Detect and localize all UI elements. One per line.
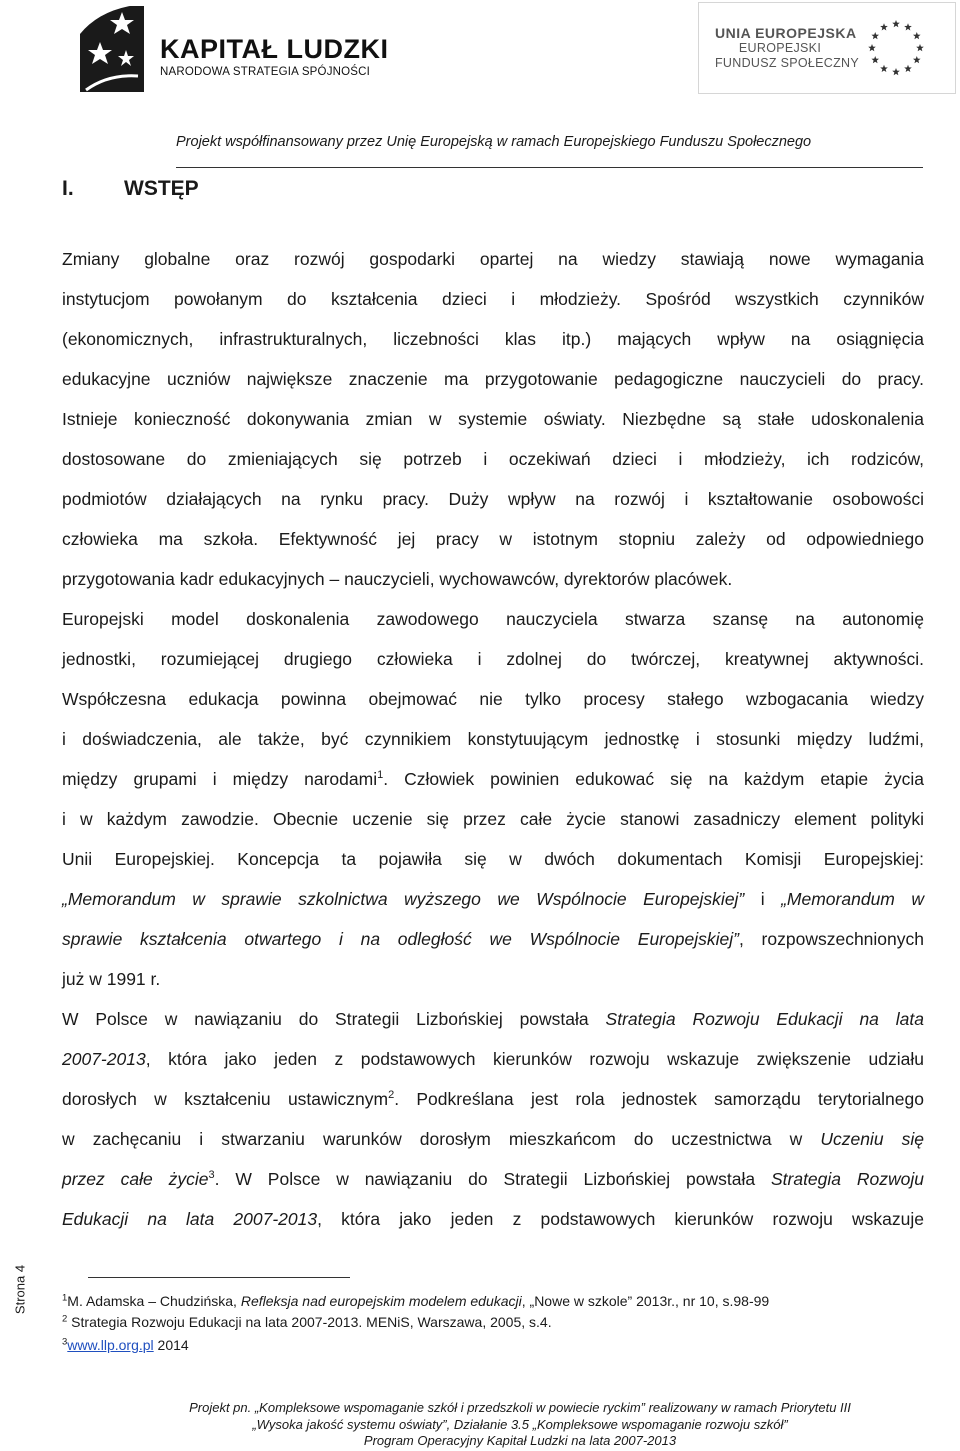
body-line-italic: „Memorandum w sprawie szkolnictwa wyższego we Wspólnocie Europejskiej” xyxy=(62,889,745,909)
body-line: i w każdym zawodzie. Obecnie uczenie się przez całe życie stanowi zasadniczy element polityki xyxy=(62,809,924,829)
eu-logo-line3: FUNDUSZ SPOŁECZNY xyxy=(715,56,860,70)
section-title: WSTĘP xyxy=(124,177,199,200)
footer-line: „Wysoka jakość systemu oświaty”, Działanie 3.5 „Kompleksowe wspomaganie rozwoju szkół” xyxy=(252,1416,788,1432)
eu-star-icon xyxy=(892,20,900,27)
body-line-italic: 2007-2013 xyxy=(62,1049,146,1069)
body-line-italic: Uczeniu się xyxy=(820,1129,924,1149)
footnote-part: , „Nowe w szkole” 2013r., nr 10, s.98-99 xyxy=(521,1293,770,1309)
eu-star-icon xyxy=(892,68,900,75)
eu-logo xyxy=(698,2,956,94)
body-line: instytucjom powołanym do kształcenia dzieci i młodzieży. Spośród wszystkich czynników xyxy=(62,289,924,309)
body-line: Istnieje konieczność dokonywania zmian w systemie oświaty. Niezbędne są stałe udoskonalenia xyxy=(62,409,924,429)
body-line: (ekonomicznych, infrastrukturalnych, liczebności klas itp.) mających wpływ na osiągnięcia xyxy=(62,329,924,349)
body-line xyxy=(62,1206,924,1232)
body-line: człowieka ma szkoła. Efektywność jej pracy w istotnym stopniu zależy od odpowiedniego xyxy=(62,529,924,549)
body-line-italic: Strategia Rozwoju xyxy=(770,1169,924,1189)
footnote-number: 1 xyxy=(62,1292,68,1304)
page-footer xyxy=(120,1400,920,1450)
footnote-ref: 2 xyxy=(388,1089,395,1102)
eu-star-icon xyxy=(916,44,924,51)
body-line-part: W Polsce w nawiązaniu do Strategii Lizbońskiej powstała xyxy=(62,1009,606,1029)
page-number-label: Strona 4 xyxy=(12,1264,28,1315)
body-line xyxy=(62,886,924,912)
body-line-italic: sprawie kształcenia otwartego i na odległość we Wspólnocie Europejskiej” xyxy=(62,929,739,949)
eu-star-icon xyxy=(904,23,912,30)
kapital-ludzki-logo xyxy=(78,4,389,96)
body-line-part: w zachęcaniu i stwarzaniu warunków dorosłym mieszkańcom do uczestnictwa w xyxy=(62,1129,821,1149)
eu-star-icon xyxy=(880,23,888,30)
body-line-part: między grupami i między narodami xyxy=(62,769,378,789)
kapital-ludzki-title: KAPITAŁ LUDZKI xyxy=(160,34,389,64)
section-number: I. xyxy=(62,177,74,200)
footnote-part: Strategia Rozwoju Edukacji na lata 2007-2013. MENiS, Warszawa, 2005, s.4. xyxy=(67,1314,552,1330)
kapital-ludzki-subtitle: NARODOWA STRATEGIA SPÓJNOŚCI xyxy=(160,66,371,78)
body-line-italic: Edukacji na lata 2007-2013 xyxy=(62,1209,318,1229)
body-line xyxy=(62,1086,924,1112)
footer-line: Program Operacyjny Kapitał Ludzki na lata 2007-2013 xyxy=(363,1433,677,1448)
footnote-italic: Refleksja nad europejskim modelem edukacji xyxy=(240,1293,522,1309)
body-line: jednostki, rozumiejącej drugiego człowieka i zdolnej do twórczej, kreatywnej aktywności. xyxy=(62,649,924,669)
kapital-ludzki-emblem-icon xyxy=(78,4,146,94)
eu-stars-icon xyxy=(863,15,929,81)
footnote-ref: 1 xyxy=(377,769,384,782)
body-line: przygotowania kadr edukacyjnych – nauczycieli, wychowawców, dyrektorów placówek. xyxy=(62,569,733,589)
body-line-part: , rozpowszechnionych xyxy=(738,929,924,949)
body-line-part: , która jako jeden z podstawowych kierunków rozwoju wskazuje zwiększenie udziału xyxy=(145,1049,924,1069)
body-line: dostosowane do zmieniających się potrzeb i oczekiwań dzieci i młodzieży, ich rodziców, xyxy=(62,449,924,469)
header-divider xyxy=(176,167,923,168)
body-line-part: . Podkreślana jest rola jednostek samorządu terytorialnego xyxy=(394,1089,924,1109)
body-line-part: . Człowiek powinien edukować się na każdym etapie życia xyxy=(383,769,924,789)
footnote-divider xyxy=(88,1277,350,1278)
footnote-link[interactable]: www.llp.org.pl xyxy=(67,1337,154,1353)
body-line: Unii Europejskiej. Koncepcja ta pojawiła się w dwóch dokumentach Komisji Europejskiej: xyxy=(62,849,924,869)
footnote-ref: 3 xyxy=(208,1169,215,1182)
eu-star-icon xyxy=(913,32,921,39)
footnote-number: 3 xyxy=(62,1336,68,1348)
eu-star-icon xyxy=(880,65,888,72)
body-line: Współczesna edukacja powinna obejmować nie tylko procesy stałego wzbogacania wiedzy xyxy=(62,689,924,709)
body-line-italic: „Memorandum w xyxy=(781,889,924,909)
section-heading xyxy=(62,177,199,201)
eu-star-icon xyxy=(913,56,921,63)
eu-star-icon xyxy=(868,44,876,51)
footnote-number: 2 xyxy=(62,1313,68,1325)
footnote xyxy=(62,1336,189,1354)
body-line-part: dorosłych w kształceniu ustawicznym xyxy=(62,1089,389,1109)
eu-star-icon xyxy=(871,32,879,39)
footnote xyxy=(62,1313,552,1331)
body-line-part: i xyxy=(744,889,782,909)
body-line-italic: Strategia Rozwoju Edukacji na lata xyxy=(605,1009,924,1029)
body-line: Europejski model doskonalenia zawodowego nauczyciela stwarza szansę na autonomię xyxy=(62,609,924,629)
body-line: Zmiany globalne oraz rozwój gospodarki opartej na wiedzy stawiają nowe wymagania xyxy=(62,249,924,269)
project-cofinancing-line: Projekt współfinansowany przez Unię Europejską w ramach Europejskiego Funduszu Społecznego xyxy=(176,134,812,150)
body-line-italic: przez całe życie xyxy=(62,1169,209,1189)
body-line xyxy=(62,1126,924,1152)
body-line: podmiotów działających na rynku pracy. Duży wpływ na rozwój i kształtowanie osobowości xyxy=(62,489,924,509)
eu-star-icon xyxy=(871,56,879,63)
body-line-part: , która jako jeden z podstawowych kierunków rozwoju wskazuje xyxy=(317,1209,924,1229)
body-line-part: . W Polsce w nawiązaniu do Strategii Lizbońskiej powstała xyxy=(214,1169,771,1189)
body-line xyxy=(62,766,924,792)
body-line xyxy=(62,926,924,952)
body-line xyxy=(62,1046,924,1072)
body-line: i doświadczenia, ale także, być czynnikiem konstytuującym jednostkę i stosunki między ludźmi, xyxy=(62,729,924,749)
body-line: już w 1991 r. xyxy=(62,969,161,989)
body-line xyxy=(62,1166,924,1192)
body-line xyxy=(62,1006,924,1032)
body-line: edukacyjne uczniów największe znaczenie ma przygotowanie pedagogiczne nauczycieli do pracy. xyxy=(62,369,924,389)
footnote-part: 2014 xyxy=(153,1337,189,1353)
footer-line: Projekt pn. „Kompleksowe wspomaganie szkół i przedszkoli w powiecie ryckim” realizowany w ramach Priorytetu III xyxy=(189,1400,851,1415)
footnote xyxy=(62,1292,769,1310)
footnote-part: M. Adamska – Chudzińska, xyxy=(67,1293,241,1309)
eu-logo-line2: EUROPEJSKI xyxy=(738,41,822,55)
eu-star-icon xyxy=(904,65,912,72)
eu-logo-line1: UNIA EUROPEJSKA xyxy=(715,25,857,41)
